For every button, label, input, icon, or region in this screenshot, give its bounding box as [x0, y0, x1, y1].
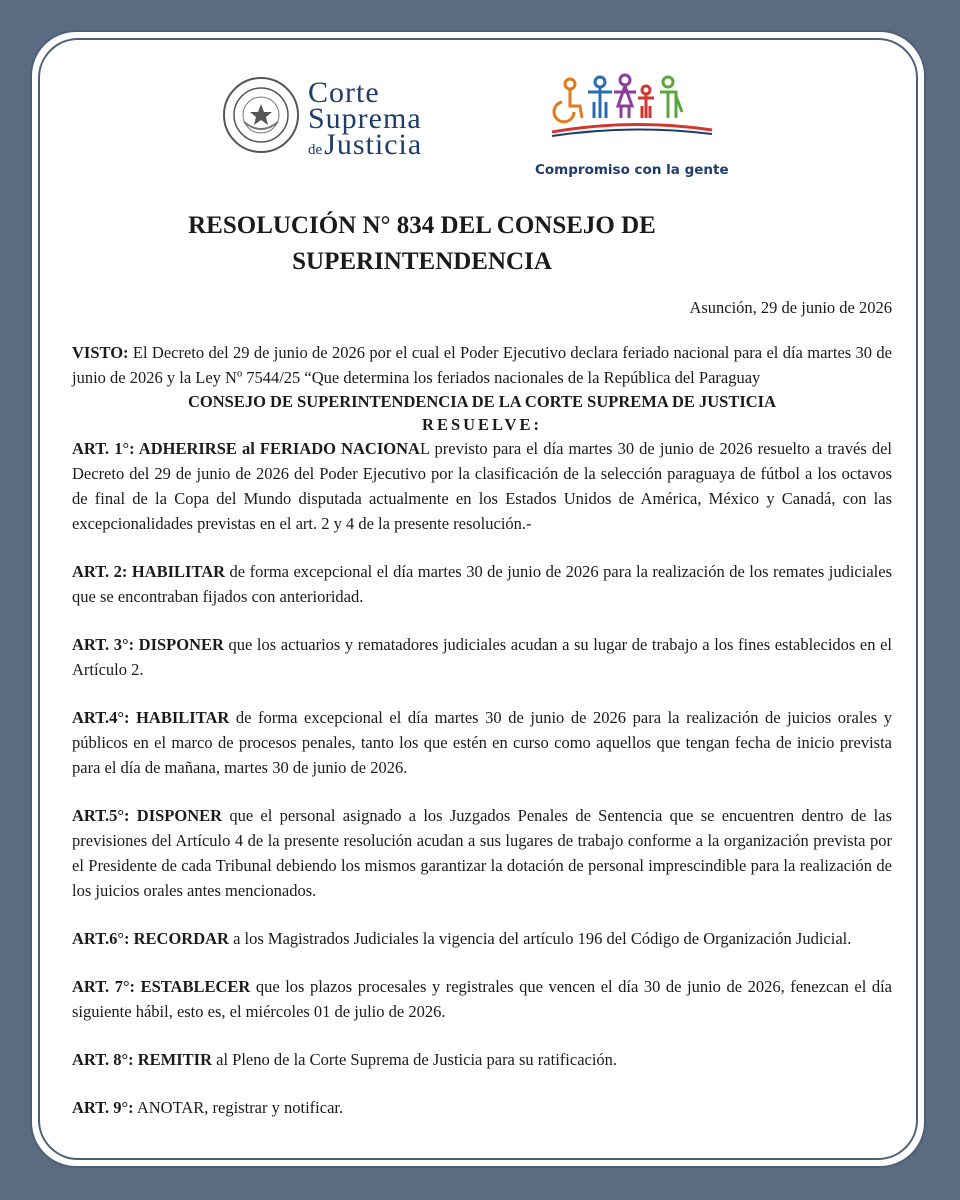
article-text: ANOTAR, registrar y notificar.: [133, 1098, 344, 1117]
article-2: [72, 559, 892, 609]
slogan: Compromiso con la gente: [535, 162, 729, 178]
article-text: de forma excepcional el día martes 30 de junio de 2026 para la realización de los remates judiciales que se encontraban fijados con anterioridad.: [72, 562, 892, 606]
court-seal-icon: [222, 76, 300, 154]
article-text: a los Magistrados Judiciales la vigencia del artículo 196 del Código de Organización Judicial.: [228, 929, 852, 948]
wordmark-line3: deJusticia: [308, 128, 423, 161]
article-label: ART.5°: DISPONER: [72, 806, 223, 825]
article-8: [72, 1047, 892, 1072]
article-label: ART. 2: HABILITAR: [72, 562, 226, 581]
article-label: ART. 7°: ESTABLECER: [72, 977, 251, 996]
visto-text: El Decreto del 29 de junio de 2026 por el cual el Poder Ejecutivo declara feriado nacional para el día martes 30 de junio de 2026 y la Ley Nº 7544/25 “Que determina los feriados nacionales de la República del Paraguay: [72, 343, 892, 387]
article-3: [72, 632, 892, 682]
wordmark-line2: Suprema: [308, 102, 422, 135]
article-text: al Pleno de la Corte Suprema de Justicia para su ratificación.: [212, 1050, 618, 1069]
article-text: que los actuarios y rematadores judiciales acudan a su lugar de trabajo a los fines establecidos en el Artículo 2.: [72, 635, 892, 679]
resuelve-heading: RESUELVE:: [422, 415, 542, 434]
article-6: [72, 926, 892, 951]
article-label: ART. 1°: ADHERIRSE al FERIADO NACIONA: [72, 439, 420, 458]
article-label: ART. 9°:: [72, 1098, 134, 1117]
article-9: [72, 1095, 892, 1120]
document-content: [72, 72, 892, 1120]
article-label: ART. 3°: DISPONER: [72, 635, 224, 654]
wordmark-line1: Corte: [308, 76, 380, 109]
article-7: [72, 974, 892, 1024]
article-label: ART. 8°: REMITIR: [72, 1050, 213, 1069]
visto-label: VISTO:: [72, 343, 129, 362]
article-label: ART.6°: RECORDAR: [72, 929, 229, 948]
article-4: [72, 705, 892, 780]
article-text: L previsto para el día martes 30 de junio de 2026 resuelto a través del Decreto del 29 de junio de 2026 del Poder Ejecutivo por la clasificación de la selección paraguaya de fútbol a los octavos de final de la Copa del Mundo disputada actualmente en los Estados Unidos de América, México y Canadá, con las excepcionalidades previstas en el art. 2 y 4 de la presente resolución.-: [72, 439, 892, 533]
article-text: que el personal asignado a los Juzgados Penales de Sentencia que se encuentren dentro de las previsiones del Artículo 4 de la presente resolución acudan a sus lugares de trabajo conforme a la organización prevista por el Presidente de cada Tribunal debiendo los mismos garantizar la dotación de personal imprescindible para la realización de los juicios orales antes mencionados.: [72, 806, 892, 900]
people-figures-logo: [522, 72, 722, 162]
article-text: de forma excepcional el día martes 30 de junio de 2026 para la realización de juicios orales y públicos en el marco de procesos penales, tanto los que estén en curso como aquellos que tengan fecha de inicio prevista para el día de mañana, martes 30 de junio de 2026.: [72, 708, 892, 777]
visto-paragraph: [72, 340, 892, 390]
article-1: [72, 436, 892, 536]
page-title: RESOLUCIÓN N° 834 DEL CONSEJO DE SUPERINTENDENCIA: [188, 212, 656, 275]
article-text: que los plazos procesales y registrales que vencen el día 30 de junio de 2026, fenezcan el día siguiente hábil, esto es, el miércoles 01 de julio de 2026.: [72, 977, 892, 1021]
header: [72, 72, 892, 192]
council-heading: CONSEJO DE SUPERINTENDENCIA DE LA CORTE SUPREMA DE JUSTICIA: [187, 392, 777, 411]
document-card: [30, 30, 926, 1168]
institution-wordmark: [308, 76, 423, 161]
article-5: [72, 803, 892, 903]
document-date: Asunción, 29 de junio de 2026: [689, 298, 892, 317]
article-label: ART.4°: HABILITAR: [72, 708, 230, 727]
